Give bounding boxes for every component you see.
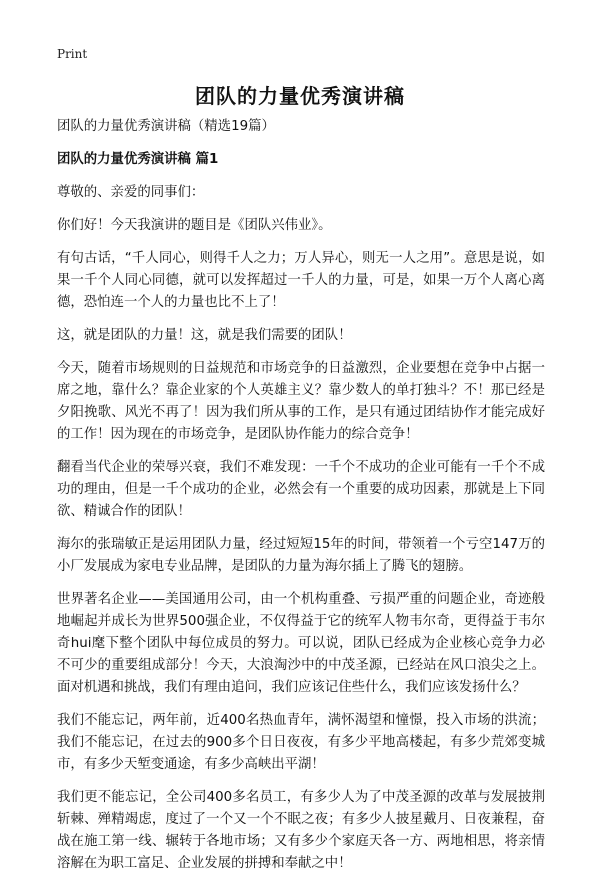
- document-subtitle: 团队的力量优秀演讲稿（精选19篇）: [57, 119, 275, 134]
- paragraph: 海尔的张瑞敏正是运用团队力量，经过短短15年的时间，带领着一个亏空147万的小厂发展成为家电专业品牌，是团队的力量为海尔插上了腾飞的翅膀。: [57, 537, 545, 574]
- paragraph: 世界著名企业——美国通用公司，由一个机构重叠、亏损严重的问题企业，奇迹般地崛起并成长为世界500强企业，不仅得益于它的统军人物韦尔奇，更得益于韦尔奇hui麾下整个团队中每位成员的努力。可以说，团队已经成为企业核心竞争力必不可少的重要组成部分！今天，大浪淘沙中的中茂圣源，已经站在风口浪尖之上。面对机遇和挑战，我们有理由追问，我们应该记住些什么，我们应该发扬什么？: [57, 592, 545, 695]
- paragraph: 尊敬的、亲爱的同事们：: [57, 185, 205, 200]
- print-link[interactable]: Print: [57, 47, 88, 61]
- paragraph: 翻看当代企业的荣辱兴衰，我们不难发现：一千个不成功的企业可能有一千个不成功的理由，但是一千个成功的企业，必然会有一个重要的成功因素，那就是上下同欲、精诚合作的团队！: [57, 460, 545, 519]
- paragraph: 你们好！今天我演讲的题目是《团队兴伟业》。: [57, 218, 332, 233]
- paragraph: 我们更不能忘记，全公司400多名员工，有多少人为了中茂圣源的改革与发展披荆斩棘、殚精竭虑，度过了一个又一个不眠之夜；有多少人披星戴月、日夜兼程，奋战在施工第一线、辗转于各地市场；又有多少个家庭天各一方、两地相思，将亲情溶解在为职工富足、企业发展的拼搏和奉献之中！: [57, 790, 545, 871]
- document-body: [57, 116, 545, 886]
- paragraph: 今天，随着市场规则的日益规范和市场竞争的日益激烈，企业要想在竞争中占据一席之地，靠什么？靠企业家的个人英雄主义？靠少数人的单打独斗？不！那已经是夕阳挽歌、风光不再了！因为我们所从事的工作，是只有通过团结协作才能完成好的工作！因为现在的市场竞争，是团队协作能力的综合竞争！: [57, 361, 545, 442]
- document-title: 团队的力量优秀演讲稿: [195, 84, 405, 108]
- section-heading: 团队的力量优秀演讲稿 篇1: [57, 152, 219, 167]
- paragraph: 我们不能忘记，两年前，近400名热血青年，满怀渴望和憧憬，投入市场的洪流；我们不能忘记，在过去的900多个日日夜夜，有多少平地高楼起，有多少荒郊变城市，有多少天堑变通途，有多少高峡出平湖！: [57, 713, 545, 772]
- paragraph: 这，就是团队的力量！这，就是我们需要的团队！: [57, 328, 352, 343]
- paragraph: 有句古话，“千人同心，则得千人之力；万人异心，则无一人之用”。意思是说，如果一千个人同心同德，就可以发挥超过一千人的力量，可是，如果一万个人离心离德，恐怕连一个人的力量也比不上了！: [57, 251, 545, 310]
